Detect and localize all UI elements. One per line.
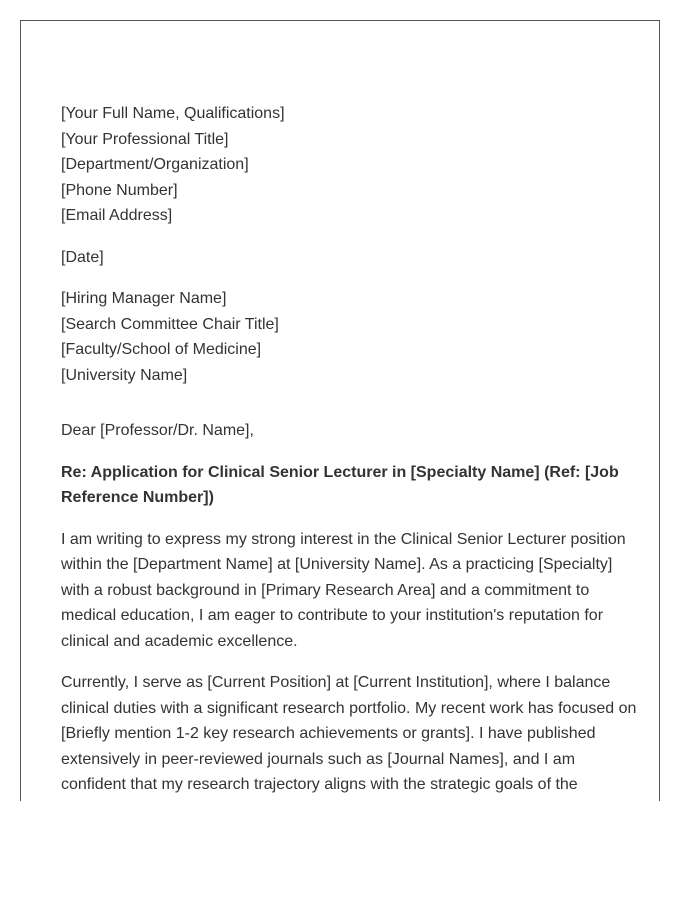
date-block	[61, 245, 641, 271]
recipient-university: [University Name]	[61, 366, 188, 384]
cover-letter	[61, 101, 641, 798]
recipient-block	[61, 286, 641, 388]
sender-name: [Your Full Name, Qualifications]	[61, 105, 285, 122]
sender-title: [Your Professional Title]	[61, 130, 229, 148]
recipient-name: [Hiring Manager Name]	[61, 290, 227, 307]
sender-department: [Department/Organization]	[61, 156, 249, 173]
sender-email: [Email Address]	[61, 207, 173, 224]
body-paragraph-1: I am writing to express my strong interest in the Clinical Senior Lecturer position within the [Department Name] at [University Name]. As a practicing [Specialty] with a robust background in [Primary Research Area] and a commitment to medical education, I am eager to contribute to your institution's reputation for clinical and academic excellence.	[61, 530, 626, 650]
recipient-title: [Search Committee Chair Title]	[61, 315, 279, 333]
subject-line: Re: Application for Clinical Senior Lecturer in [Specialty Name] (Ref: [Job Reference Number])	[61, 463, 619, 506]
sender-phone: [Phone Number]	[61, 181, 178, 199]
salutation: Dear [Professor/Dr. Name],	[61, 422, 254, 439]
letter-date: [Date]	[61, 248, 104, 266]
sender-block	[61, 101, 641, 229]
recipient-faculty: [Faculty/School of Medicine]	[61, 341, 262, 358]
letter-page	[20, 20, 660, 801]
body-paragraph-2: Currently, I serve as [Current Position] at [Current Institution], where I balance clinical duties with a significant research portfolio. My recent work has focused on [Briefly mention 1-2 key research achievements or grants]. I have published extensively in peer-reviewed journals such as [Journal Names], and I am confident that my research trajectory aligns with the strategic goals of the	[61, 674, 637, 793]
